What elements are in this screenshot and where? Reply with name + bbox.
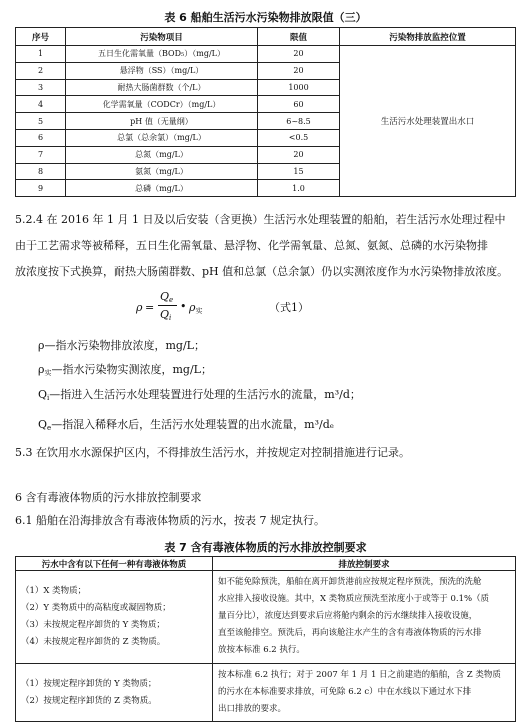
formula-equals: = bbox=[145, 301, 155, 314]
table7-caption: 表 7 含有毒液体物质的污水排放控制要求 bbox=[164, 541, 367, 554]
para-61: 6.1 船舶在沿海排放含有毒液体物质的污水，按表 7 规定执行。 bbox=[15, 514, 325, 527]
list-item: （2）按规定程序卸货的 Z 类物质。 bbox=[21, 695, 157, 706]
para-524-line: 放浓度按下式换算，耐热大肠菌群数、pH 值和总氯（总余氯）仍以实测浓度作为水污染物排放浓度。 bbox=[15, 265, 509, 278]
row-no: 5 bbox=[16, 113, 66, 130]
row-no: 7 bbox=[16, 146, 66, 163]
formula-den: $Q_i$ bbox=[160, 308, 172, 322]
table6 bbox=[15, 27, 516, 197]
row-limit: <0.5 bbox=[258, 129, 340, 146]
para-53: 5.3 在饮用水水源保护区内，不得排放生活污水，并按规定对控制措施进行记录。 bbox=[15, 446, 410, 459]
table-row bbox=[16, 664, 516, 722]
para-524-line: 5.2.4 在 2016 年 1 月 1 日及以后安装（含更换）生活污水处理装置的船舶，若生活污水处理过程中 bbox=[15, 213, 506, 226]
requirement-line: 出口排放的要求。 bbox=[218, 704, 287, 714]
col-header-location: 污染物排放监控位置 bbox=[340, 28, 516, 46]
row-limit: 20 bbox=[258, 62, 340, 79]
row-item: 悬浮物（SS）（mg/L） bbox=[66, 62, 258, 79]
table-row bbox=[16, 571, 516, 664]
list-item: （1）X 类物质； bbox=[21, 586, 87, 596]
table7 bbox=[15, 556, 516, 722]
fraction-bar bbox=[158, 305, 177, 306]
list-item: （1）按规定程序卸货的 Y 类物质； bbox=[21, 678, 157, 689]
row-limit: 60 bbox=[258, 96, 340, 113]
col-header-requirements: 排放控制要求 bbox=[213, 557, 516, 571]
formula-dot: • bbox=[180, 300, 187, 313]
row-item: 总氯（总余氯）（mg/L） bbox=[66, 129, 258, 146]
row-item: 化学需氧量（CODCr）（mg/L） bbox=[66, 96, 258, 113]
row-no: 1 bbox=[16, 46, 66, 63]
row-limit: 20 bbox=[258, 46, 340, 63]
definition-qi: $Q_i—$指进入生活污水处理装置进行处理的生活污水的流量，m³/d； bbox=[38, 388, 361, 402]
substance-list bbox=[16, 571, 213, 664]
row-item: 五日生化需氧量（BOD₅）（mg/L） bbox=[66, 46, 258, 63]
substance-list bbox=[16, 664, 213, 722]
table-row bbox=[16, 46, 516, 63]
definition-rho-measured: $\rho_实—$指水污染物实测浓度，mg/L； bbox=[38, 363, 212, 377]
row-limit: 1.0 bbox=[258, 180, 340, 197]
row-limit: 15 bbox=[258, 163, 340, 180]
monitor-location-cell: 生活污水处理装置出水口 bbox=[340, 46, 516, 197]
row-limit: 6~8.5 bbox=[258, 113, 340, 130]
row-no: 8 bbox=[16, 163, 66, 180]
definition-qe: $Q_e—$指混入稀释水后，生活污水处理装置的出水流量，m³/dₑ bbox=[38, 418, 335, 432]
formula-lhs: ρ bbox=[136, 301, 143, 314]
formula-label: （式1） bbox=[269, 301, 309, 314]
requirement-line: 水应排入接收设施。其中，X 类物质应预洗至浓度小于或等于 0.1%（质 bbox=[218, 594, 490, 604]
para-524-line: 由于工艺需求等被稀释，五日生化需氧量、悬浮物、化学需氧量、总氮、氨氮、总磷的水污染物排 bbox=[15, 239, 488, 252]
requirement-line: 直至该舱排空。预洗后，再向该舱注水产生的含有毒液体物质的污水排 bbox=[218, 628, 482, 638]
formula bbox=[136, 290, 336, 330]
section-6-heading: 6 含有毒液体物质的污水排放控制要求 bbox=[15, 491, 202, 504]
col-header-limit: 限值 bbox=[258, 28, 340, 46]
row-item: 总氮（mg/L） bbox=[66, 146, 258, 163]
row-limit: 1000 bbox=[258, 79, 340, 96]
requirement-line: 量百分比），浓度达到要求后应将舱内剩余的污水继续排入接收设施， bbox=[218, 611, 478, 621]
requirement-line: 按本标准 6.2 执行；对于 2007 年 1 月 1 日之前建造的船舶，含 Z 类物质 bbox=[218, 670, 501, 680]
row-item: 总磷（mg/L） bbox=[66, 180, 258, 197]
col-header-item: 污染物项目 bbox=[66, 28, 258, 46]
list-item: （2）Y 类物质中的高粘度或凝固物质； bbox=[21, 603, 171, 613]
definition-rho: ρ—指水污染物排放浓度，mg/L； bbox=[38, 339, 205, 352]
requirement-line: 的污水在本标准要求排放，可免除 6.2 c）中在水线以下通过水下排 bbox=[218, 687, 472, 697]
table7-header-row bbox=[16, 557, 516, 571]
col-header-no: 序号 bbox=[16, 28, 66, 46]
list-item: （4）未按规定程序卸货的 Z 类物质。 bbox=[21, 637, 166, 647]
formula-rho: $\rho_实$ bbox=[189, 301, 203, 315]
formula-num: $Q_e$ bbox=[160, 290, 174, 304]
row-item: 耐热大肠菌群数（个/L） bbox=[66, 79, 258, 96]
table6-header-row bbox=[16, 28, 516, 46]
row-no: 9 bbox=[16, 180, 66, 197]
row-no: 4 bbox=[16, 96, 66, 113]
row-limit: 20 bbox=[258, 146, 340, 163]
row-item: pH 值（无量纲） bbox=[66, 113, 258, 130]
table6-caption: 表 6 船舶生活污水污染物排放限值（三） bbox=[164, 11, 367, 24]
col-header-substances: 污水中含有以下任何一种有毒液体物质 bbox=[16, 557, 213, 571]
row-no: 6 bbox=[16, 129, 66, 146]
requirement-line: 如不能免除预洗，船舶在离开卸货港前应按规定程序预洗，预洗的洗舱 bbox=[218, 577, 482, 587]
row-no: 3 bbox=[16, 79, 66, 96]
requirement-text bbox=[213, 664, 516, 722]
row-no: 2 bbox=[16, 62, 66, 79]
requirement-text bbox=[213, 571, 516, 664]
row-item: 氨氮（mg/L） bbox=[66, 163, 258, 180]
requirement-line: 放按本标准 6.2 执行。 bbox=[218, 645, 305, 655]
list-item: （3）未按规定程序卸货的 Y 类物质； bbox=[21, 620, 165, 630]
